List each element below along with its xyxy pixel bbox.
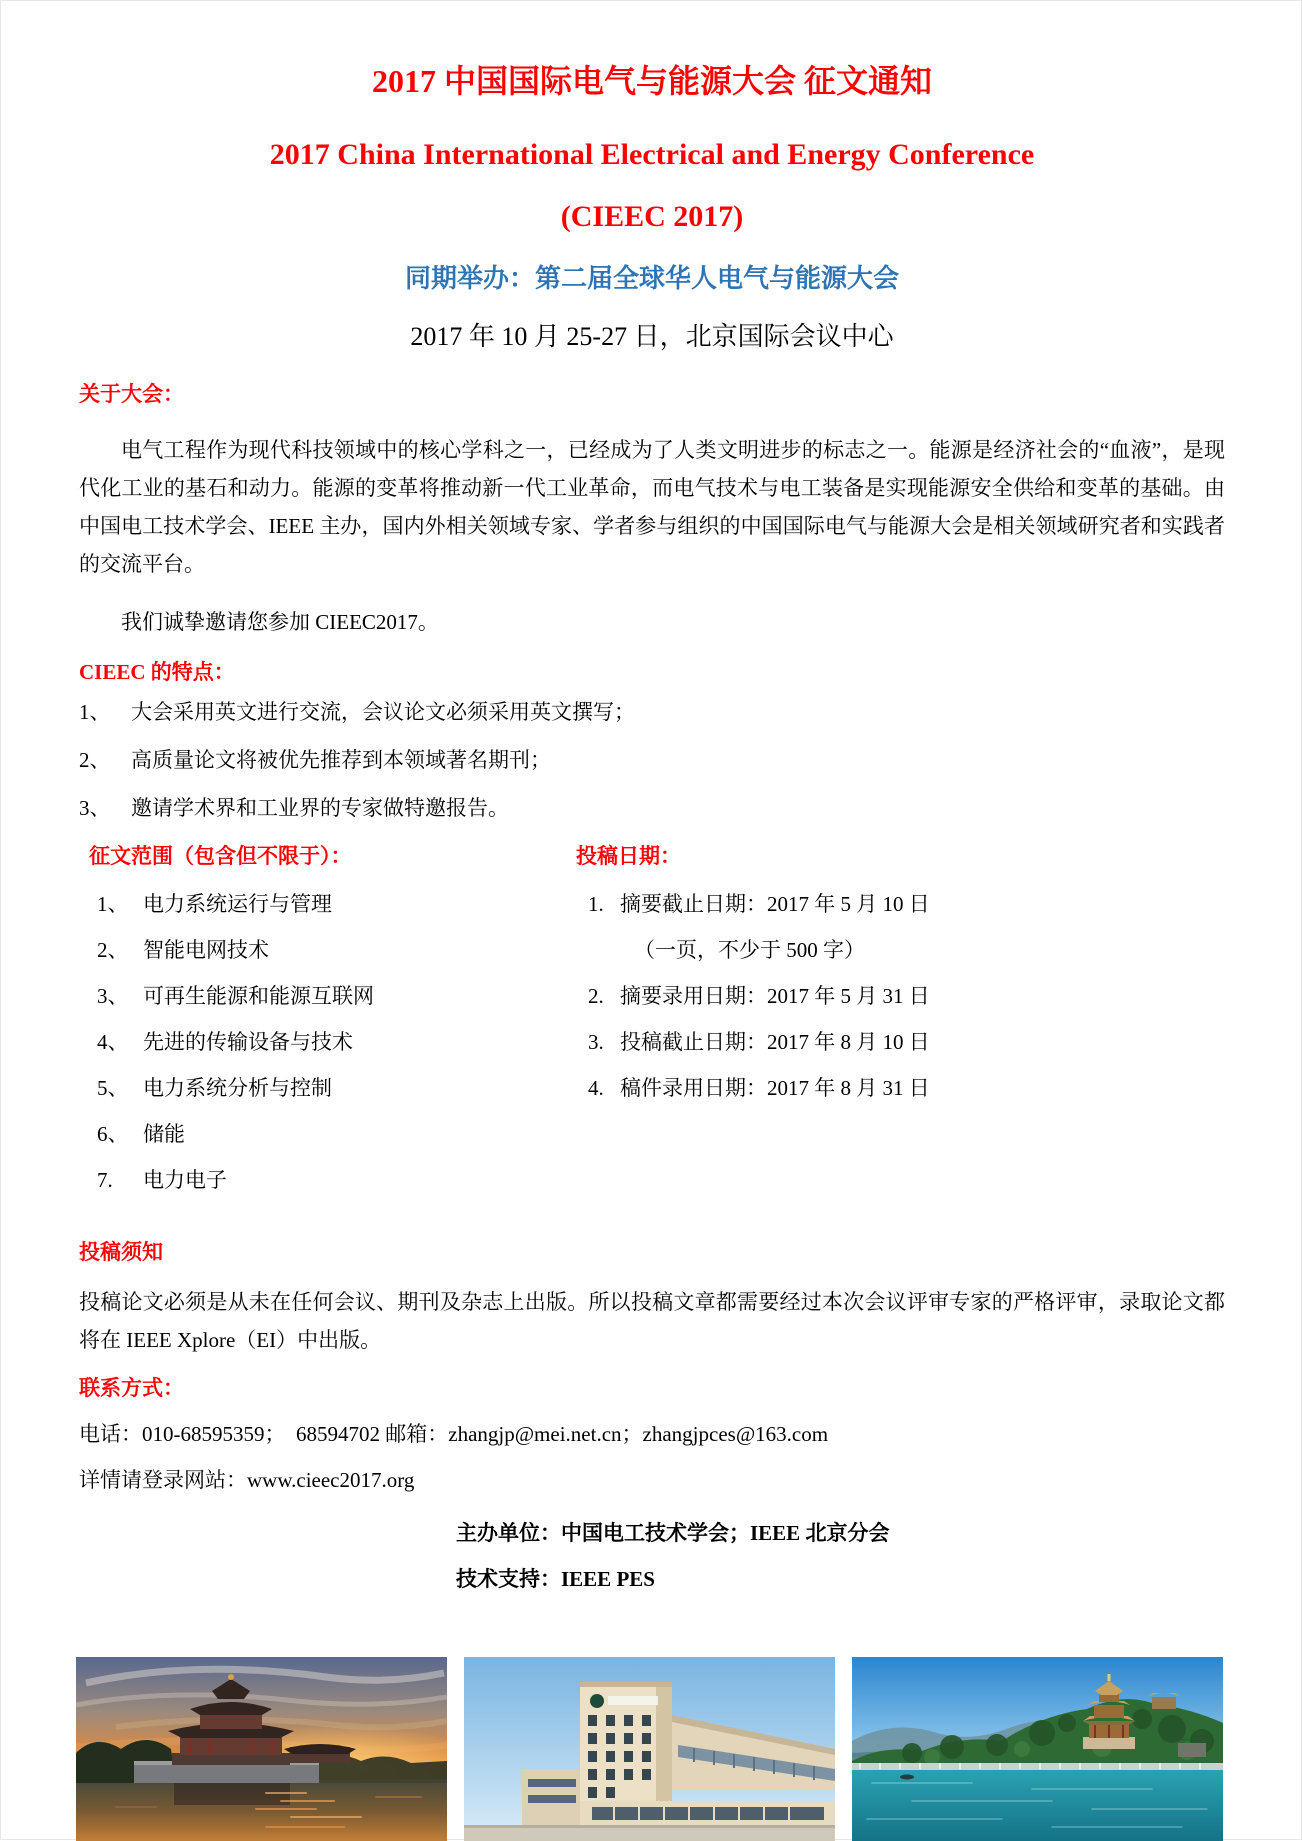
item-number: 1、	[79, 700, 111, 724]
contact-website-line: 详情请登录网站：www.cieec2017.org	[79, 1468, 415, 1492]
item-number: 2.	[588, 984, 604, 1008]
item-number: 7.	[97, 1168, 113, 1192]
item-number: 1、	[97, 892, 129, 916]
item-text: 稿件录用日期：2017 年 8 月 31 日	[620, 1076, 930, 1100]
scope-column	[79, 843, 576, 1215]
scope-item	[97, 939, 576, 961]
date-item	[588, 1077, 1225, 1099]
item-number: 2、	[79, 748, 111, 772]
item-text: 摘要截止日期：2017 年 5 月 10 日	[620, 892, 930, 916]
contact-heading: 联系方式：	[79, 1376, 184, 1400]
scope-item	[97, 1123, 576, 1145]
item-number: 3.	[588, 1030, 604, 1054]
scope-item	[97, 893, 576, 915]
item-number: 3、	[97, 984, 129, 1008]
features-heading: CIEEC 的特点：	[79, 660, 235, 684]
invitation-line: 我们诚挚邀请您参加 CIEEC2017。	[121, 610, 439, 634]
date-item	[588, 1031, 1225, 1053]
date-item	[588, 893, 1225, 915]
item-text: 高质量论文将被优先推荐到本领域著名期刊；	[131, 748, 551, 772]
notice-paragraph: 投稿论文必须是从未在任何会议、期刊及杂志上出版。所以投稿文章都需要经过本次会议评审专家的严格评审，录取论文都将在 IEEE Xplore（EI）中出版。	[79, 1290, 1225, 1352]
scope-heading: 征文范围（包含但不限于）：	[89, 844, 352, 868]
item-text: 智能电网技术	[143, 938, 269, 962]
notice-heading: 投稿须知	[79, 1240, 163, 1264]
scope-item	[97, 985, 576, 1007]
item-number: 4、	[97, 1030, 129, 1054]
photo-convention-center	[464, 1657, 835, 1841]
item-text: 储能	[143, 1122, 185, 1146]
photo-forbidden-city-sunset	[76, 1657, 447, 1841]
dates-heading: 投稿日期：	[576, 844, 681, 868]
photo-strip	[76, 1657, 1225, 1841]
scope-item	[97, 1077, 576, 1099]
about-heading: 关于大会：	[79, 382, 184, 406]
page-title: 2017 中国国际电气与能源大会 征文通知	[371, 63, 932, 99]
feature-item	[79, 699, 1225, 725]
conference-abbreviation: (CIEEC 2017)	[560, 200, 744, 233]
item-text: （一页，不少于 500 字）	[634, 938, 865, 962]
technical-support-line: 技术支持：IEEE PES	[456, 1567, 655, 1591]
item-text: 电力系统分析与控制	[143, 1076, 332, 1100]
item-text: 摘要录用日期：2017 年 5 月 31 日	[620, 984, 930, 1008]
two-column-section	[79, 843, 1225, 1215]
item-number: 5、	[97, 1076, 129, 1100]
date-location-line: 2017 年 10 月 25-27 日，北京国际会议中心	[410, 322, 894, 351]
item-number: 4.	[588, 1076, 604, 1100]
item-number: 1.	[588, 892, 604, 916]
features-list	[79, 699, 1225, 821]
feature-item	[79, 795, 1225, 821]
summer-palace-image	[852, 1657, 1223, 1841]
photo-summer-palace	[852, 1657, 1223, 1841]
feature-item	[79, 747, 1225, 773]
concurrent-event-line: 同期举办：第二届全球华人电气与能源大会	[404, 264, 899, 293]
convention-center-image	[464, 1657, 835, 1841]
item-text: 邀请学术界和工业界的专家做特邀报告。	[131, 796, 509, 820]
item-text: 电力电子	[143, 1168, 227, 1192]
item-text: 可再生能源和能源互联网	[143, 984, 374, 1008]
host-organizer-line: 主办单位：中国电工技术学会；IEEE 北京分会	[456, 1521, 890, 1545]
contact-phone-email-line: 电话：010-68595359； 68594702 邮箱：zhangjp@mei.net.cn；zhangjpces@163.com	[79, 1422, 829, 1446]
item-text: 先进的传输设备与技术	[143, 1030, 353, 1054]
about-paragraph: 电气工程作为现代科技领域中的核心学科之一，已经成为了人类文明进步的标志之一。能源是经济社会的“血液”，是现代化工业的基石和动力。能源的变革将推动新一代工业革命，而电气技术与电工装备是实现能源安全供给和变革的基础。由中国电工技术学会、IEEE 主办，国内外相关领域专家、学者参与组织的中国国际电气与能源大会是相关领域研究者和实践者的交流平台。	[79, 438, 1225, 576]
item-number: 2、	[97, 938, 129, 962]
item-text: 电力系统运行与管理	[143, 892, 332, 916]
item-number: 3、	[79, 796, 111, 820]
date-item-note	[634, 939, 1225, 961]
item-text: 投稿截止日期：2017 年 8 月 10 日	[620, 1030, 930, 1054]
item-text: 大会采用英文进行交流，会议论文必须采用英文撰写；	[131, 700, 635, 724]
forbidden-city-sunset-image	[76, 1657, 447, 1841]
scope-item	[97, 1169, 576, 1191]
date-item	[588, 985, 1225, 1007]
dates-column	[576, 843, 1225, 1215]
page-title-english: 2017 China International Electrical and Energy Conference	[269, 138, 1035, 171]
scope-item	[97, 1031, 576, 1053]
item-number: 6、	[97, 1122, 129, 1146]
